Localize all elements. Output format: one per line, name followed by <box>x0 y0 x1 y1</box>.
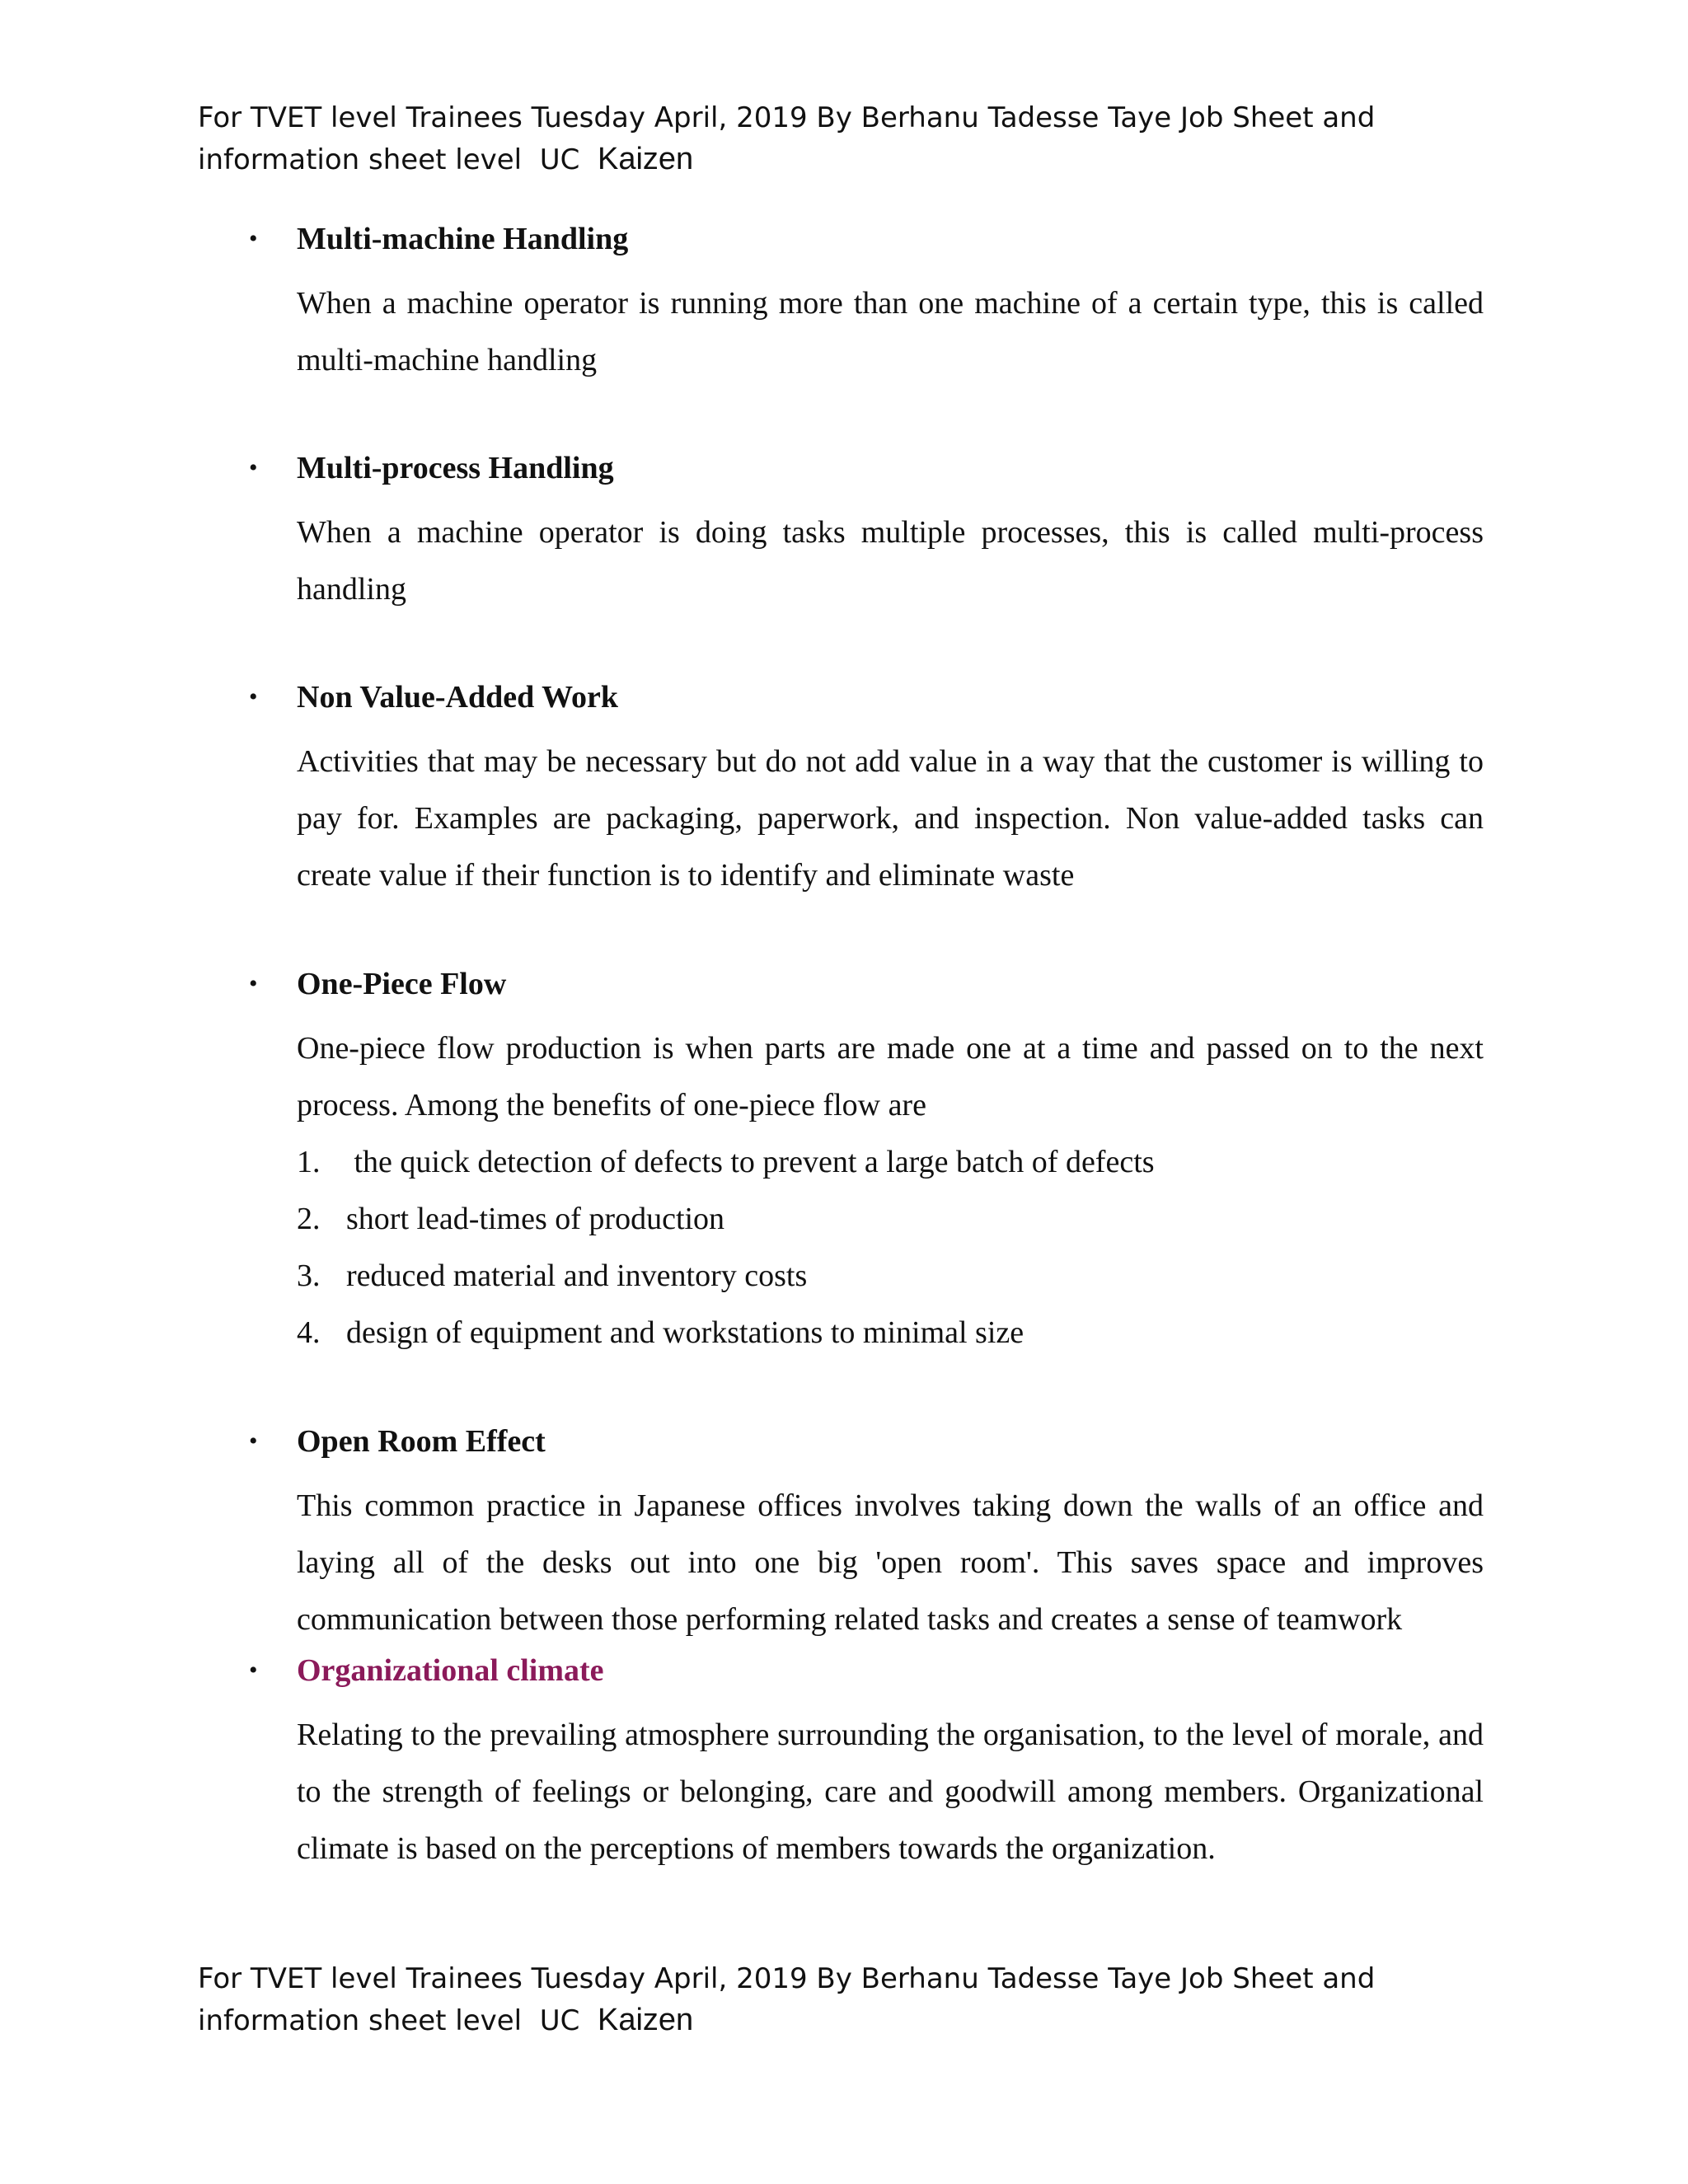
header-line-2-prefix: information sheet level UC <box>198 143 598 176</box>
bullet-icon: • <box>249 1427 258 1455</box>
list-item-text: short lead-times of production <box>346 1202 725 1236</box>
term-multi-process-handling <box>249 448 1484 618</box>
bullet-icon: • <box>249 683 258 710</box>
list-item-text: reduced material and inventory costs <box>346 1258 808 1293</box>
list-item <box>297 1191 1484 1248</box>
list-item-number: 2. <box>297 1202 321 1236</box>
term-description: Activities that may be necessary but do not add value in a way that the customer is willing to pay for. Examples are packaging, paperwork, and inspection. Non value-added tasks can create value if their function is to identify and eliminate waste <box>297 744 1484 893</box>
page-footer <box>198 1958 1517 2041</box>
benefits-list <box>297 1134 1484 1361</box>
bullet-icon: • <box>249 454 258 481</box>
footer-line-2 <box>198 1999 1517 2041</box>
term-title: Multi-process Handling <box>297 451 614 485</box>
bullet-icon: • <box>249 1657 258 1684</box>
list-item <box>297 1305 1484 1361</box>
footer-line-1: For TVET level Trainees Tuesday April, 2019 By Berhanu Tadesse Taye Job Sheet and <box>198 1962 1376 1995</box>
footer-kaizen: Kaizen <box>597 2003 694 2037</box>
term-non-value-added-work <box>249 677 1484 904</box>
list-item-text: design of equipment and workstations to minimal size <box>346 1315 1025 1350</box>
term-description: When a machine operator is running more than one machine of a certain type, this is called multi-machine handling <box>297 286 1484 377</box>
term-title: Multi-machine Handling <box>297 222 629 256</box>
list-item <box>297 1248 1484 1305</box>
list-item-number: 4. <box>297 1315 321 1350</box>
term-description: When a machine operator is doing tasks multiple processes, this is called multi-process handling <box>297 515 1484 607</box>
term-title: One-Piece Flow <box>297 967 507 1001</box>
term-description: One-piece flow production is when parts are made one at a time and passed on to the next process. Among the benefits of one-piece flow are <box>297 1031 1484 1122</box>
term-organizational-climate <box>249 1650 1484 1877</box>
list-item-number: 1. <box>297 1145 321 1179</box>
header-line-2 <box>198 138 1517 180</box>
term-multi-machine-handling <box>249 218 1484 389</box>
term-description: This common practice in Japanese offices involves taking down the walls of an office and laying all of the desks out into one big 'open room'. This saves space and improves communication between those performing related tasks and creates a sense of teamwork <box>297 1488 1484 1637</box>
list-item-number: 3. <box>297 1258 321 1293</box>
bullet-icon: • <box>249 225 258 252</box>
page-header <box>198 97 1517 180</box>
term-one-piece-flow <box>249 963 1484 1361</box>
header-kaizen: Kaizen <box>597 142 694 176</box>
header-line-1: For TVET level Trainees Tuesday April, 2019 By Berhanu Tadesse Taye Job Sheet and <box>198 101 1376 134</box>
bullet-icon: • <box>249 970 258 997</box>
term-description: Relating to the prevailing atmosphere surrounding the organisation, to the level of morale, and to the strength of feelings or belonging, care and goodwill among members. Organizational climate is based on the perceptions of members towards the organization. <box>297 1718 1484 1866</box>
footer-line-2-prefix: information sheet level UC <box>198 2004 598 2037</box>
term-open-room-effect <box>249 1421 1484 1648</box>
list-item-text: the quick detection of defects to prevent a large batch of defects <box>346 1145 1155 1179</box>
list-item <box>297 1134 1484 1191</box>
term-title: Non Value-Added Work <box>297 680 618 715</box>
term-title: Organizational climate <box>297 1653 604 1688</box>
term-title: Open Room Effect <box>297 1424 546 1459</box>
